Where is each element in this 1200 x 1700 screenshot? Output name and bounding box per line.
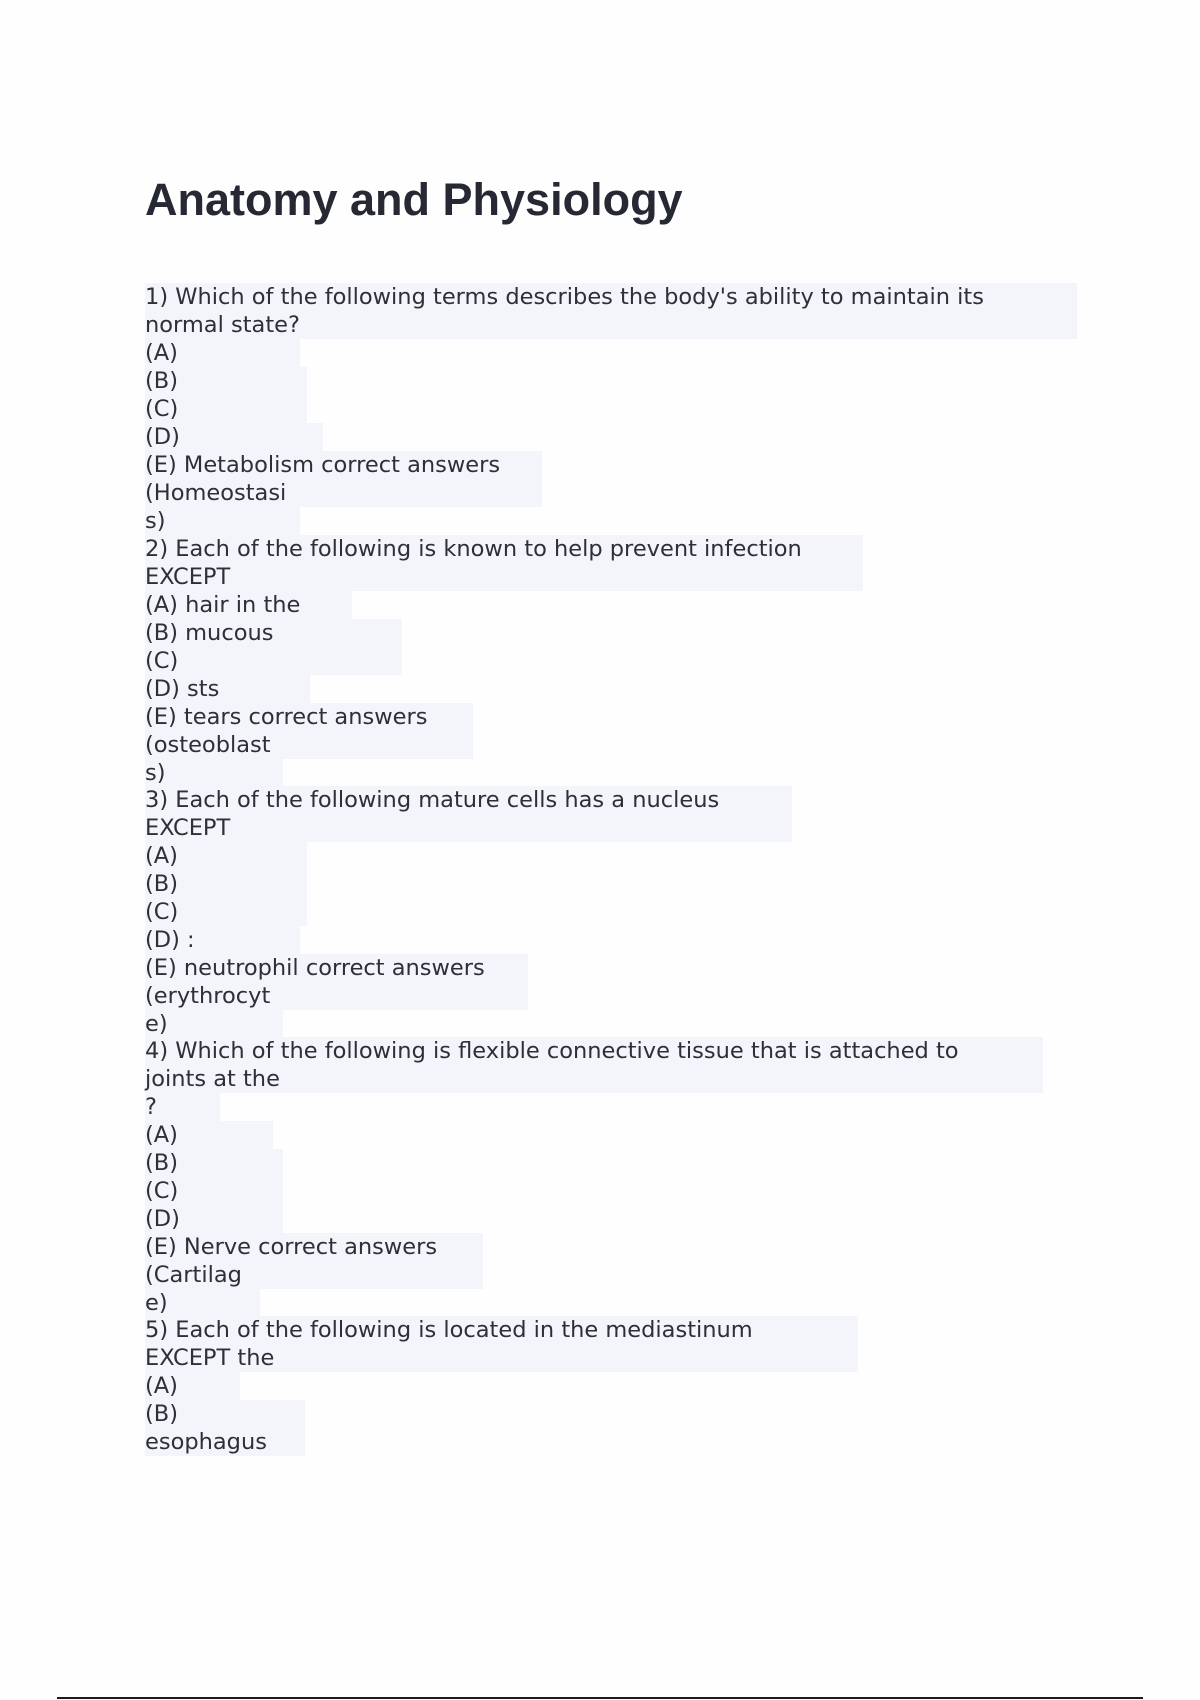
option-c: (C): [145, 395, 984, 423]
option-c: (C): [145, 898, 719, 926]
option-a: (A): [145, 1372, 753, 1400]
option-a: (A): [145, 842, 719, 870]
question-line: EXCEPT: [145, 814, 719, 842]
question-line: esophagus: [145, 1428, 753, 1456]
option-a: (A): [145, 339, 984, 367]
question-3: [145, 786, 719, 1038]
option-b: (B) mucous: [145, 619, 802, 647]
question-line: 4) Which of the following is flexible connective tissue that is attached to: [145, 1037, 959, 1065]
option-b: (B): [145, 870, 719, 898]
correct-answer: e): [145, 1010, 719, 1038]
option-e: (E) Nerve correct answers: [145, 1233, 959, 1261]
question-4: [145, 1037, 959, 1317]
question-line: 1) Which of the following terms describes the body's ability to maintain its: [145, 283, 984, 311]
question-1: [145, 283, 984, 535]
question-line: ?: [145, 1093, 959, 1121]
option-e: (E) tears correct answers: [145, 703, 802, 731]
option-b: (B): [145, 367, 984, 395]
option-d: (D): [145, 423, 984, 451]
option-a: (A): [145, 1121, 959, 1149]
option-e: (E) neutrophil correct answers: [145, 954, 719, 982]
option-d: (D): [145, 1205, 959, 1233]
question-line: 5) Each of the following is located in the mediastinum: [145, 1316, 753, 1344]
question-2: [145, 535, 802, 787]
correct-answer: s): [145, 759, 802, 787]
correct-answer: (Homeostasi: [145, 479, 984, 507]
footer-divider: [57, 1697, 1143, 1699]
question-line: joints at the: [145, 1065, 959, 1093]
correct-answer: s): [145, 507, 984, 535]
correct-answer: (osteoblast: [145, 731, 802, 759]
option-d: (D) :: [145, 926, 719, 954]
question-5: [145, 1316, 753, 1456]
correct-answer: (erythrocyt: [145, 982, 719, 1010]
option-c: (C): [145, 1177, 959, 1205]
correct-answer: (Cartilag: [145, 1261, 959, 1289]
option-d: (D) sts: [145, 675, 802, 703]
question-line: 2) Each of the following is known to help prevent infection: [145, 535, 802, 563]
correct-answer: e): [145, 1289, 959, 1317]
question-line: EXCEPT the: [145, 1344, 753, 1372]
page-title: Anatomy and Physiology: [145, 174, 683, 225]
question-line: 3) Each of the following mature cells has a nucleus: [145, 786, 719, 814]
option-c: (C): [145, 647, 802, 675]
question-line: normal state?: [145, 311, 984, 339]
option-b: (B): [145, 1400, 753, 1428]
option-a: (A) hair in the: [145, 591, 802, 619]
option-e: (E) Metabolism correct answers: [145, 451, 984, 479]
option-b: (B): [145, 1149, 959, 1177]
question-line: EXCEPT: [145, 563, 802, 591]
